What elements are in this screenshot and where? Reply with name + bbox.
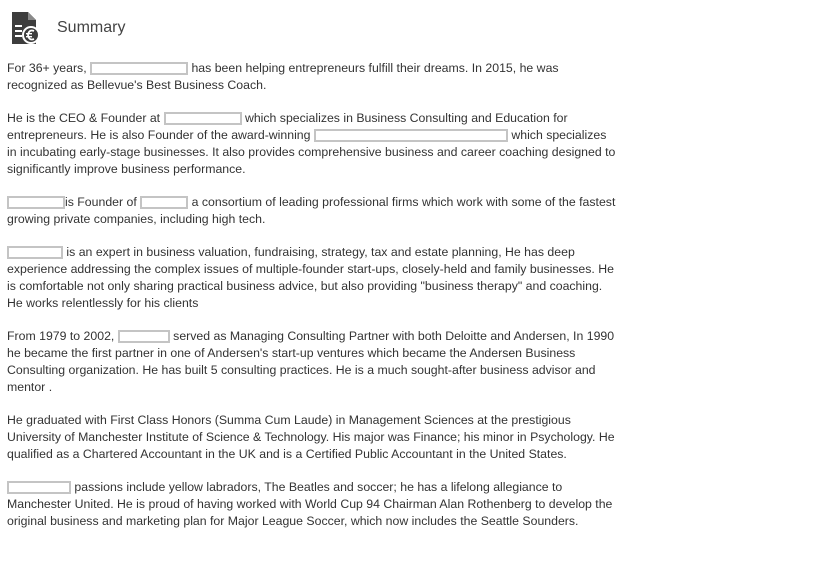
paragraph-text: From 1979 to 2002, [7,329,115,343]
redacted-name [7,481,71,494]
paragraph-3 [7,194,619,228]
paragraph-7 [7,479,619,530]
redacted-name [90,62,188,75]
page-title: Summary [57,19,126,36]
paragraph-5 [7,328,619,396]
redacted-company [314,129,508,142]
paragraph-text: For 36+ years, [7,61,87,75]
document-currency-icon [10,10,40,46]
paragraph-text: a consortium of leading professional firms which work with some of the fastest growing private companies, including high tech. [7,195,616,226]
paragraph-2 [7,110,619,178]
paragraph-1 [7,60,619,94]
paragraph-text: which specializes in Business Consulting and Education for entrepreneurs. He is also Founder of the award-winning [7,111,568,142]
summary-content [7,60,619,546]
paragraph-text: He graduated with First Class Honors (Summa Cum Laude) in Management Sciences at the prestigious University of Manchester Institute of Science & Technology. His major was Finance; his minor in Psychology. He qualified as a Chartered Accountant in the UK and is a Certified Public Accountant in the United States. [7,413,615,461]
paragraph-text: has been helping entrepreneurs fulfill their dreams. In 2015, he was recognized as Bellevue's Best Business Coach. [7,61,559,92]
paragraph-4 [7,244,619,312]
redacted-name [7,246,63,259]
paragraph-text: is Founder of [65,195,137,209]
summary-header [10,10,40,46]
paragraph-text: He is the CEO & Founder at [7,111,161,125]
paragraph-text: passions include yellow labradors, The Beatles and soccer; he has a lifelong allegiance to Manchester United. He is proud of having worked with World Cup 94 Chairman Alan Rothenberg to develop the original business and marketing plan for Major League Soccer, which now includes the Seattle Sounders. [7,480,613,528]
redacted-company [164,112,242,125]
paragraph-text: which specializes in incubating early-stage businesses. It also provides comprehensive business and career coaching designed to significantly improve business performance. [7,128,616,176]
paragraph-6 [7,412,619,463]
paragraph-text: is an expert in business valuation, fundraising, strategy, tax and estate planning, He has deep experience addressing the complex issues of multiple-founder start-ups, closely-held and family businesses. He is comfortable not only sharing practical business advice, but also providing "business therapy" and coaching. He works relentlessly for his clients [7,245,614,310]
redacted-name [118,330,170,343]
redacted-company [140,196,188,209]
redacted-name [7,196,65,209]
paragraph-text: served as Managing Consulting Partner with both Deloitte and Andersen, In 1990 he became the first partner in one of Andersen's start-up ventures which became the Andersen Business Consulting organization. He has built 5 consulting practices. He is a much sought-after business advisor and mentor . [7,329,615,394]
